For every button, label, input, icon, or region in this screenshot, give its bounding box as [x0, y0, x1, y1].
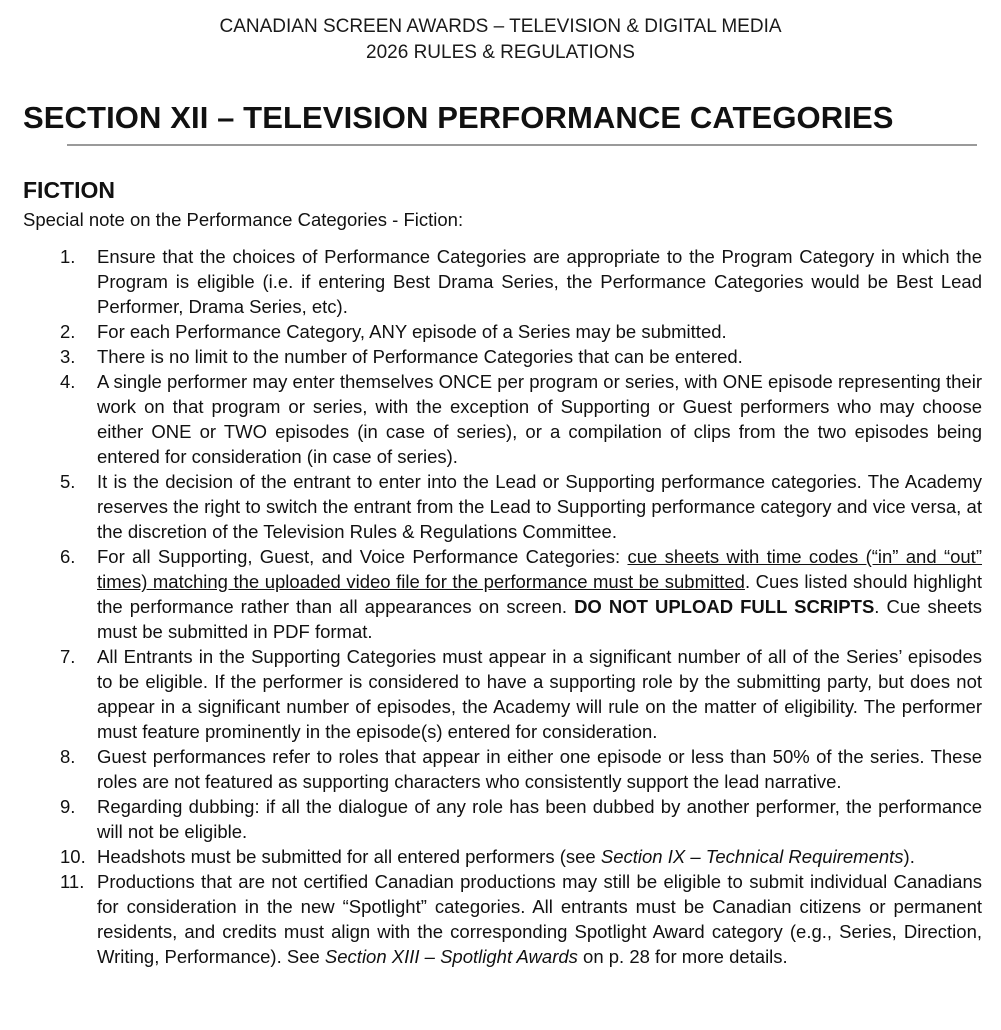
rule-text-intro: Headshots must be submitted for all entered performers (see	[97, 846, 601, 867]
rule-item-11	[0, 869, 1001, 969]
rule-number: 9.	[60, 796, 76, 817]
rule-item-3	[0, 344, 1001, 369]
rule-item-8	[0, 744, 1001, 794]
subsection-title: FICTION	[23, 177, 115, 203]
rule-text-end: . Cue sheets must be submitted in PDF format.	[97, 596, 982, 642]
document-header-title: CANADIAN SCREEN AWARDS – TELEVISION & DIGITAL MEDIA	[219, 16, 782, 37]
rule-text: There is no limit to the number of Performance Categories that can be entered.	[97, 346, 743, 367]
rule-number: 7.	[60, 646, 76, 667]
rule-number: 11.	[60, 871, 85, 892]
rule-text: Guest performances refer to roles that appear in either one episode or less than 50% of the series. These roles are not featured as supporting characters who consistently support the lead narrative.	[97, 746, 982, 792]
document-header-subtitle: 2026 RULES & REGULATIONS	[366, 42, 635, 63]
rule-number: 5.	[60, 471, 76, 492]
rule-item-5	[0, 469, 1001, 544]
rule-number: 4.	[60, 371, 76, 392]
rule-text-end: on p. 28 for more details.	[577, 946, 788, 967]
rule-text: It is the decision of the entrant to enter into the Lead or Supporting performance categories. The Academy reserves the right to switch the entrant from the Lead to Supporting performance category and vice versa, at the discretion of the Television Rules & Regulations Committee.	[97, 471, 982, 542]
rule-item-2	[0, 319, 1001, 344]
section-reference: Section XIII – Spotlight Awards	[324, 946, 578, 967]
section-reference: Section IX – Technical Requirements	[600, 846, 904, 867]
cue-sheet-requirement: cue sheets with time codes (“in” and “out” times) matching the uploaded video file for the performance must be submitted	[97, 546, 982, 592]
section-divider	[67, 144, 977, 146]
rule-text: Regarding dubbing: if all the dialogue of any role has been dubbed by another performer, the performance will not be eligible.	[97, 796, 982, 842]
rule-text: A single performer may enter themselves ONCE per program or series, with ONE episode representing their work on that program or series, with the exception of Supporting or Guest performers who may choose either ONE or TWO episodes (in case of series), or a compilation of clips from the two episodes being entered for consideration (in case of series).	[97, 371, 982, 467]
document-header	[0, 14, 1001, 66]
rule-text-middle: . Cues listed should highlight the performance rather than all appearances on screen.	[97, 571, 982, 617]
rule-number: 6.	[60, 546, 76, 567]
rule-text-intro: Productions that are not certified Canadian productions may still be eligible to submit individual Canadians for consideration in the new “Spotlight” categories. All entrants must be Canadian citizens or permanent residents, and credits must align with the corresponding Spotlight Award category (e.g., Series, Direction, Writing, Performance). See	[97, 871, 982, 967]
rule-item-4	[0, 369, 1001, 469]
rule-item-9	[0, 794, 1001, 844]
rule-number: 1.	[60, 246, 76, 267]
rule-number: 3.	[60, 346, 76, 367]
rule-number: 2.	[60, 321, 76, 342]
rule-text: All Entrants in the Supporting Categories must appear in a significant number of all of the Series’ episodes to be eligible. If the performer is considered to have a supporting role by the submitting party, but does not appear in a significant number of episodes, the Academy will rule on the matter of eligibility. The performer must feature prominently in the episode(s) entered for consideration.	[97, 646, 982, 742]
rule-item-7	[0, 644, 1001, 744]
rule-text: For each Performance Category, ANY episode of a Series may be submitted.	[97, 321, 727, 342]
rule-number: 10.	[60, 846, 86, 867]
rule-text-intro: For all Supporting, Guest, and Voice Performance Categories:	[97, 546, 628, 567]
rule-item-10	[0, 844, 1001, 869]
section-title: SECTION XII – TELEVISION PERFORMANCE CATEGORIES	[23, 100, 894, 135]
intro-note: Special note on the Performance Categories - Fiction:	[23, 209, 464, 230]
rule-text: Ensure that the choices of Performance Categories are appropriate to the Program Category in which the Program is eligible (i.e. if entering Best Drama Series, the Performance Categories would be Best Lead Performer, Drama Series, etc).	[97, 246, 982, 317]
rule-item-1	[0, 244, 1001, 319]
rule-item-6	[0, 544, 1001, 644]
full-scripts-warning: DO NOT UPLOAD FULL SCRIPTS	[574, 596, 875, 617]
rule-text-end: ).	[903, 846, 915, 867]
rule-number: 8.	[60, 746, 76, 767]
rules-list	[0, 244, 1001, 969]
